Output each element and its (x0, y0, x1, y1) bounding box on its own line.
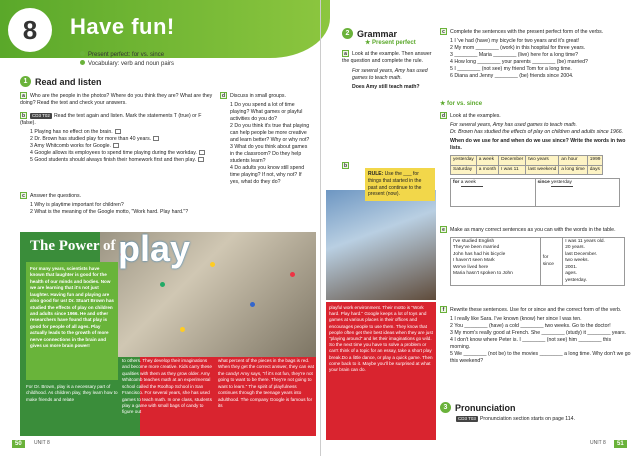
grammar-tag: ★ Present perfect (365, 40, 416, 46)
article-col2: to others. They develop their imaginations and become more creative. Kids carry these qualities with them as they grow older. Amy Whitcomb teaches math at an experimental school called the Rooftop School in San Francisco. For several years, she has used games to teach math. In one class, students play a game with small bags of candy to figure out (122, 358, 212, 415)
exercise-2d: d Look at the examples. For several years, Amy has used games to teach math. Dr. Brown has studied the effects of play on children and adults since 1966. When do we use for and when do we use since? Write the words in two lists. yesterday a week December two years an hour 1999 Saturday a month I was 11 last weekend a long time days for a week since yesterday (440, 112, 632, 207)
exercise-2f: f Rewrite these sentences. Use for or since and the correct form of the verb. 1 I really like Sara. I've known (know) her since I was ten. 2 You ________ (have) a cold ________ two weeks. Go to the doctor! 3 My mom's really good at French. She ________ (study) it ________ years. 4 I don't know where Peter is. I ________ (not see) him ________ this morning. 5 We ________ (not be) to the movies ________ a long time. Why don't we go this weekend? (440, 306, 632, 365)
section-3-heading: 3 Pronunciation (440, 402, 516, 413)
list-item: 1 Do you spend a lot of time playing? What games or playful activities do you do? (230, 102, 303, 123)
for-since-lists: for a week since yesterday (450, 178, 620, 207)
list-item: 4 I don't know where Peter is. I ________ (not see) him ________ this morning. (450, 337, 612, 351)
exercise-1c: c Answer the questions. 1 Why is playtime important for children? 2 What is the meaning of the Google motto, "Work hard. Play hard."? (20, 192, 215, 216)
answer-box[interactable] (199, 150, 205, 155)
list-item: 2 Do you think it's true that playing can help people be more creative and learn better? Why or why not? (230, 123, 310, 144)
page-gutter (320, 0, 321, 456)
list-item: 5 Good students should always finish their homework first and then play. (30, 157, 215, 164)
page-number-left: 50 (12, 440, 25, 448)
answer-box[interactable] (113, 143, 119, 148)
article-col1b: For Dr. Brown, play is a necessary part of childhood. As children play, they learn how to make friends and relate (26, 384, 118, 402)
list-item: 3 My mom's really good at French. She ________ (study) it ________ years. (450, 330, 627, 337)
pronunciation-note: CD3 T03 Pronunciation section starts on page 114. (458, 416, 576, 422)
for-since-tag: ★ for vs. since (440, 101, 483, 107)
section-1-heading: 1 Read and listen (20, 76, 102, 87)
page-title: Have fun! (70, 14, 175, 39)
list-item: 2 What is the meaning of the Google motto, "Work hard. Play hard."? (30, 209, 189, 216)
list-item: 1 Why is playtime important for children? (30, 202, 124, 209)
list-item: 6 Diana and Jenny ________ (be) friends since 2004. (450, 73, 574, 80)
article-col4: playful work environment. Their motto is "Work hard. Play hard." Google keeps a lot of toys and games at various places in their offices and encourages people to use them. They know that people often get their best ideas when they are just "playing around" and let their imaginations go wild. So the next time you have to solve a problem or can't think of a topic for an essay, take a short play break.Do a little dance, or play a quick game. Then come back to it. Maybe you'll be surprised at what your brain can do. (326, 302, 436, 440)
sentence-table: I've studied English They've been married John has had his bicycle I haven't seen Mark We've lived here Maria hasn't spoken to John for since I was 11 years old. 20 years. last December. two weeks. 2001. ages. yesterday. (450, 237, 625, 286)
list-item: 2 My mom ________ (work) in this hospital for three years. (450, 45, 586, 52)
word-box: yesterday a week December two years an hour 1999 Saturday a month I was 11 last weekend a long time days (450, 155, 603, 175)
list-item: 3 What do you think about games in the classroom? Do they help students learn? (230, 144, 308, 165)
rule-box: RULE: Use the ___ for things that started in the past and continue to the present (now). (365, 168, 435, 201)
exercise-1b: b CD3 T02 Read the text again and listen. Mark the statements T (true) or F (false). 1 Playing has no effect on the brain. 2 Dr. Brown has studied play for more than 40 years. 3 Amy Whitcomb works for Google. 4 Google allows its employees to spend time playing during the workday. 5 Good students should always finish their homework first and then play. (20, 112, 215, 164)
exercise-1d: d Discuss in small groups. 1 Do you spend a lot of time playing? What games or playful activities do you do? 2 Do you think it's true that playing can help people be more creative and learn better? Why or why not? 3 What do you think about games in the classroom? Do they help students learn? 4 Do adults you know still spend time playing? If not, why not? If yes, what do they do? (220, 92, 312, 186)
exercise-1a: a Who are the people in the photos? Where do you think they are? What are they doing? Read the text and check your answers. (20, 93, 213, 107)
bullet-icon (80, 51, 85, 56)
office-photo (326, 190, 436, 300)
article-col3: what percent of the pieces in the bags is red. When they get the correct answer, they can eat the candy! Amy says, "If it's not fun, they're not going to want to be there. They're not going to want to learn." The spirit of playfulness continues through the teenage years into adulthood. The company Google is famous for its (218, 358, 315, 408)
list-item: 5 I ________ (not see) my friend Tom for a long time. (450, 66, 572, 73)
article-col1: For many years, scientists have known that laughter is good for the health of our minds and bodies. Now we are learning that it's not just laughter. Having fun and playing are also good for us! Dr. Stuart Brown has studied the effects of play on children and adults since 1966. He and other researchers have found that play is good for people of all ages. Play actually leads to the growth of more nerve connections in the brain and gives us more brain power! (26, 262, 118, 380)
footer-unit-left: UNIT 8 (34, 440, 50, 447)
textbook-spread: 8 Have fun! Present perfect: for vs. since Vocabulary: verb and noun pairs 1 Read and listen a Who are the people in the photos? Where do you think they are? What are they doing? Read the text and check your answers. b CD3 T02 Read the text again and listen. Mark the statements T (true) or F (false). 1 Playing has no effect on the brain. 2 Dr. Brown has studied play for more than 40 years. 3 Amy Whitcomb works for Google. 4 Google allows its employees to spend time playing during the workday. 5 Good students should always finish their homework first and then play. c Answer the questions. 1 Why is playtime important for children? 2 What is the meaning of the Google motto, "Work hard. Play hard."? d Discuss in small groups. 1 Do you spend a lot of time playing? What games or playful activities do you do? 2 Do you think it's true that playing can help people be more creative and learn better? Why or why not? 3 What do you think about games in the classroom? Do they help students learn? 4 Do adults you know still spend time playing? If not, why not? If yes, what do they do? The Power of play For many years, scientists have known that laughter is good for the health of our minds and bodies. Now we are learning that it's not just laughter. Having fun and playing are also good for us! Dr. Stuart Brown has studied the effects of play on children and adults since 1966. He and other researchers have found that play is good for people of all ages. Play actually leads to the growth of more nerve connections in the brain and gives us more brain power! For Dr. Brown, play is a necessary part of childhood. As children play, they learn how to make friends and relate to others. They develop their imaginations and become more creative. Kids carry these qualities with them as they grow older. Amy Whitcomb teaches math at an experimental school called the Rooftop School in San Francisco. For several years, she has used games to teach math. In one class, students play a game with small bags of candy to figure out what percent of the pieces in the bags is red. When they get the correct answer, they can eat the candy! Amy says, "If it's not fun, they're not going to want to be there. They're not going to want to learn." The spirit of playfulness continues through the teenage years into adulthood. The company Google is famous for its playful work environment. Their motto is "Work hard. Play hard." Google keeps a lot of toys and games at various places in their offices and encourages people to use them. They know that people often get their best ideas when they are just "playing around" and let their imaginations go wild. So the next time you have to solve a problem or can't think of a topic for an essay, take a short play break.Do a little dance, or play a quick game. Then come back to it. Maybe you'll be surprised at what your brain can do. 2 Grammar ★ Present perfect a Look at the example. Then answer the question and complete the rule. For several years, Amy has used games to teach math. Does Amy still teach math? RULE: Use the ___ for things that started in the past and continue to the present (now). c Complete the sentences with the present perfect form of the verbs. 1 I 've had (have) my bicycle for two years and it's great! 2 My mom ________ (work) in this hospital for three years. 3 ________ Maria ________ (live) here for a long time? 4 How long ________ your parents ________ (be) married? 5 I ________ (not see) my friend Tom for a long time. 6 Diana and Jenny ________ (be) friends since 2004. ★ for vs. since d Look at the examples. For several years, Amy has used games to teach math. Dr. Brown has studied the effects of play on children and adults since 1966. When do we use for and when do we use since? Write the words in two lists. yesterday a week December two years an hour 1999 Saturday a month I was 11 last weekend a long time days for a week since yesterday e Make as many correct sentences as you can with the words in the table. I've studied English They've been married John has had his bicycle I haven't seen Mark We've lived here Maria hasn't spoken to John for since I was 11 years old. 20 years. last December. two weeks. 2001. ages. yesterday. f Rewrite these sentences. Use for or since and the correct form of the verb. 1 I really like Sara. I've known (know) her since I was ten. 2 You ________ (have) a cold ________ two weeks. Go to the doctor! 3 My mom's really good at French. She ________ (study) it ________ years. 4 I don't know where Peter is. I ________ (not see) him ________ this morning. 5 We ________ (not be) to the movies ________ a long time. Why don't we go this weekend? 3 Pronunciation CD3 T03 Pronunciation section starts on page 114. b 50 UNIT 8 UNIT 8 51 (0, 0, 640, 456)
bullet-icon (80, 60, 85, 65)
list-item: 1 I really like Sara. I've known (know) her since I was ten. (450, 316, 582, 323)
list-item: 1 Playing has no effect on the brain. (30, 129, 215, 136)
footer-unit-right: UNIT 8 (590, 440, 606, 447)
unit-number: 8 (8, 8, 52, 52)
exercise-2c: c Complete the sentences with the present perfect form of the verbs. 1 I 've had (have) my bicycle for two years and it's great! 2 My mom ________ (work) in this hospital for three years. 3 ________ Maria ________ (live) here for a long time? 4 How long ________ your parents ________ (be) married? 5 I ________ (not see) my friend Tom for a long time. 6 Diana and Jenny ________ (be) friends since 2004. (440, 28, 632, 80)
list-item: 5 We ________ (not be) to the movies ________ a long time. Why don't we go this weekend? (450, 351, 631, 365)
section-2-heading: 2 Grammar (342, 28, 397, 39)
objectives: Present perfect: for vs. since Vocabulary: verb and noun pairs (80, 51, 174, 69)
list-item: 4 Do adults you know still spend time playing? If not, why not? If yes, what do they do? (230, 165, 305, 186)
list-item: 3 Amy Whitcomb works for Google. (30, 143, 215, 150)
exercise-2a: a Look at the example. Then answer the question and complete the rule. For several years, Amy has used games to teach math. Does Amy still teach math? (342, 51, 432, 91)
answer-box[interactable] (115, 129, 121, 134)
exercise-2e: e Make as many correct sentences as you can with the words in the table. I've studied English They've been married John has had his bicycle I haven't seen Mark We've lived here Maria hasn't spoken to John for since I was 11 years old. 20 years. last December. two weeks. 2001. ages. yesterday. (440, 226, 632, 286)
list-item: 4 How long ________ your parents ________ (be) married? (450, 59, 588, 66)
page-number-right: 51 (614, 440, 627, 448)
list-item: 3 ________ Maria ________ (live) here for a long time? (450, 52, 579, 59)
list-item: 4 Google allows its employees to spend time playing during the workday. (30, 150, 215, 157)
list-item: 2 Dr. Brown has studied play for more than 40 years. (30, 136, 215, 143)
answer-box[interactable] (153, 136, 159, 141)
article-title: The Power of (30, 238, 116, 254)
list-item: 1 I 've had (have) my bicycle for two years and it's great! (450, 38, 580, 45)
list-item: 2 You ________ (have) a cold ________ two weeks. Go to the doctor! (450, 323, 611, 330)
article-title-play: play (118, 228, 191, 269)
answer-box[interactable] (198, 157, 204, 162)
